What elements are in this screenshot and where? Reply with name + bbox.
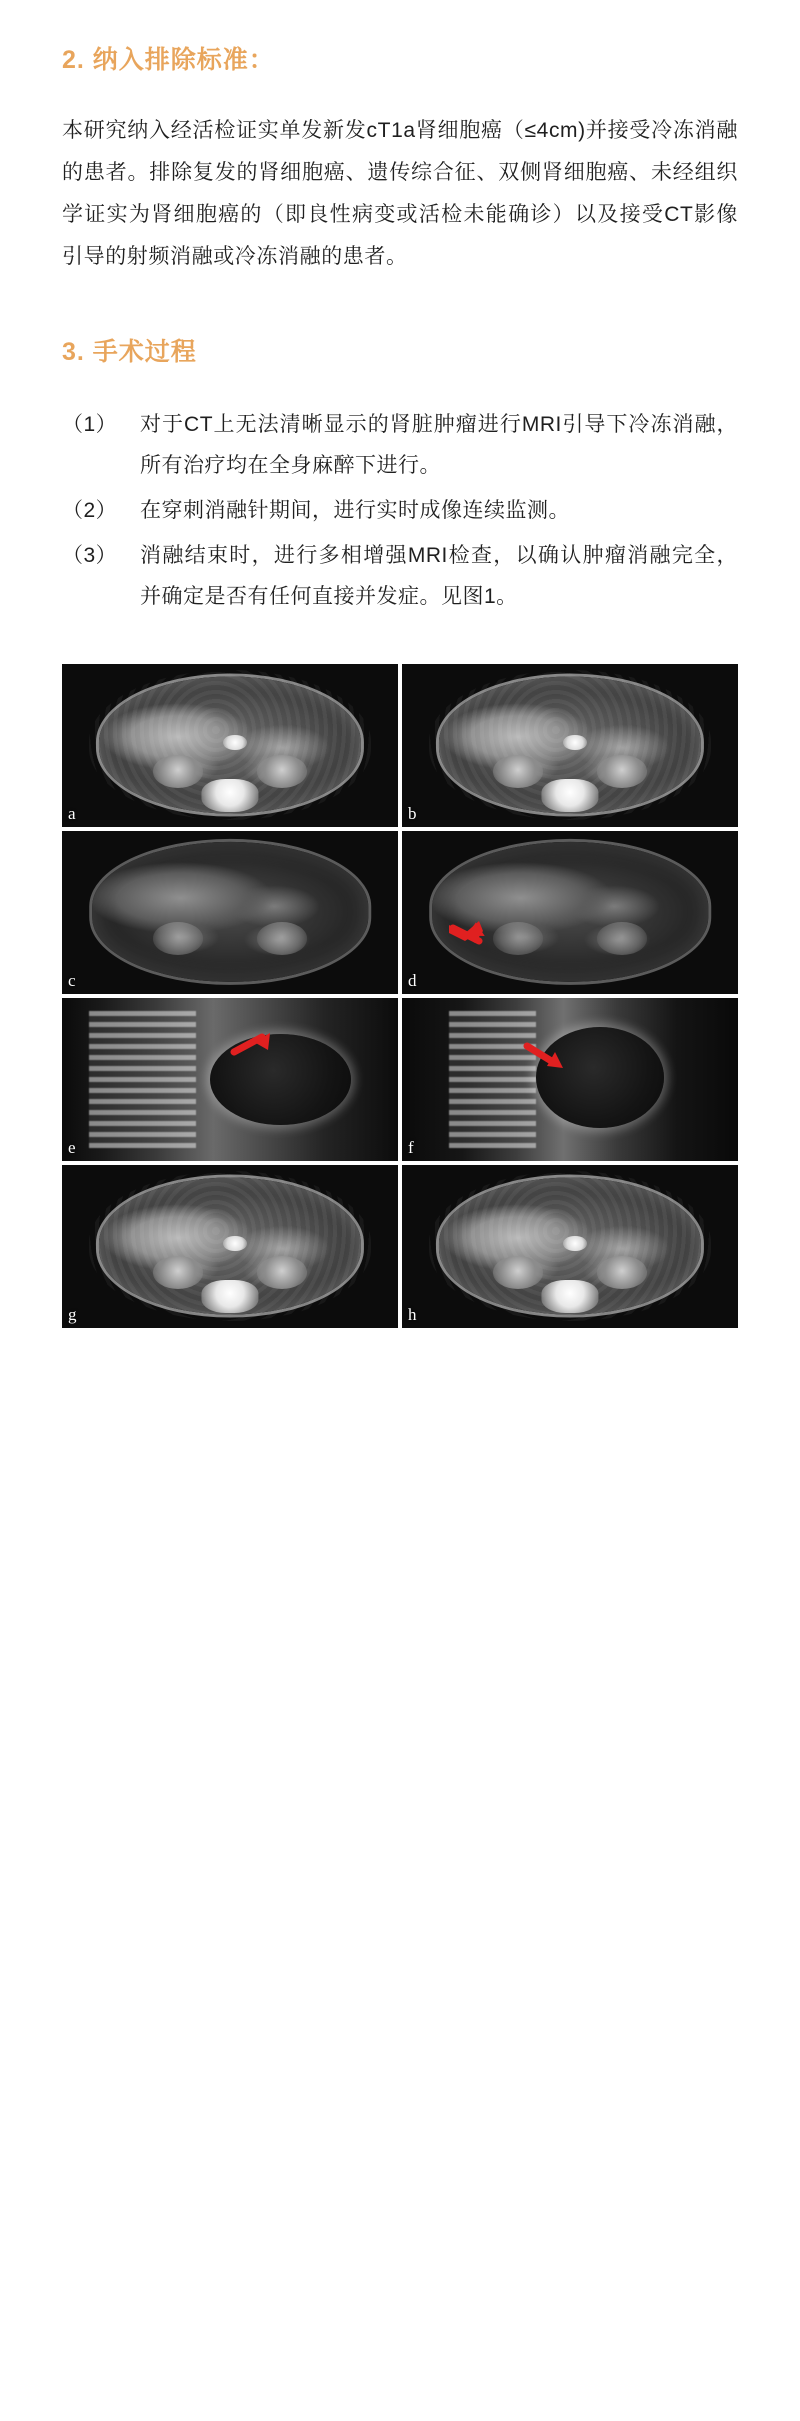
figure-panel-c [62,831,398,994]
list-item [62,536,738,618]
list-item-text: 在穿刺消融针期间，进行实时成像连续监测。 [140,498,570,522]
list-item-marker: （1） [62,413,118,436]
figure-panel-h [402,1165,738,1328]
list-item-text: 消融结束时，进行多相增强MRI检查，以确认肿瘤消融完全，并确定是否有任何直接并发症。见图1。 [140,543,738,608]
list-item [62,491,738,532]
panel-label-b: b [408,803,417,823]
ct-axial-image-b [402,664,738,827]
panel-label-e: e [68,1137,76,1157]
ct-axial-image-a [62,664,398,827]
ct-axial-image-g [62,1165,398,1328]
procedure-step-list [62,405,738,618]
figure-panel-a [62,664,398,827]
figure-1 [62,664,738,1328]
figure-panel-grid [62,664,738,1328]
panel-label-f: f [408,1137,414,1157]
panel-label-a: a [68,803,76,823]
section-heading-inclusion-exclusion: 2. 纳入排除标准： [62,46,275,74]
annotation-arrow-icon [230,1030,276,1060]
mri-axial-image-d [402,831,738,994]
paragraph-inclusion-exclusion: 本研究纳入经活检证实单发新发cT1a肾细胞癌（≤4cm)并接受冷冻消融的患者。排除复发的肾细胞癌、遗传综合征、双侧肾细胞癌、未经组织学证实为肾细胞癌的（即良性病变或活检未能确诊）以及接受CT影像引导的射频消融或冷冻消融的患者。 [62,118,738,268]
figure-panel-e [62,998,398,1161]
list-item-marker: （3） [62,543,118,567]
figure-panel-d [402,831,738,994]
annotation-arrow-icon [449,919,495,949]
figure-panel-g [62,1165,398,1328]
annotation-arrow-icon [523,1040,569,1070]
list-item [62,405,738,487]
ct-axial-image-h [402,1165,738,1328]
list-item-marker: （2） [62,498,118,522]
panel-label-c: c [68,970,76,990]
section-heading-surgical-procedure: 3. 手术过程 [62,337,197,366]
figure-panel-b [402,664,738,827]
panel-label-h: h [408,1304,417,1324]
mri-axial-image-c [62,831,398,994]
mri-cryo-image-e [62,998,398,1161]
list-item-text: 对于CT上无法清晰显示的肾脏肿瘤进行MRI引导下冷冻消融，所有治疗均在全身麻醉下进行。 [140,413,738,477]
panel-label-d: d [408,970,417,990]
panel-label-g: g [68,1304,77,1324]
mri-cryo-image-f [402,998,738,1161]
figure-panel-f [402,998,738,1161]
